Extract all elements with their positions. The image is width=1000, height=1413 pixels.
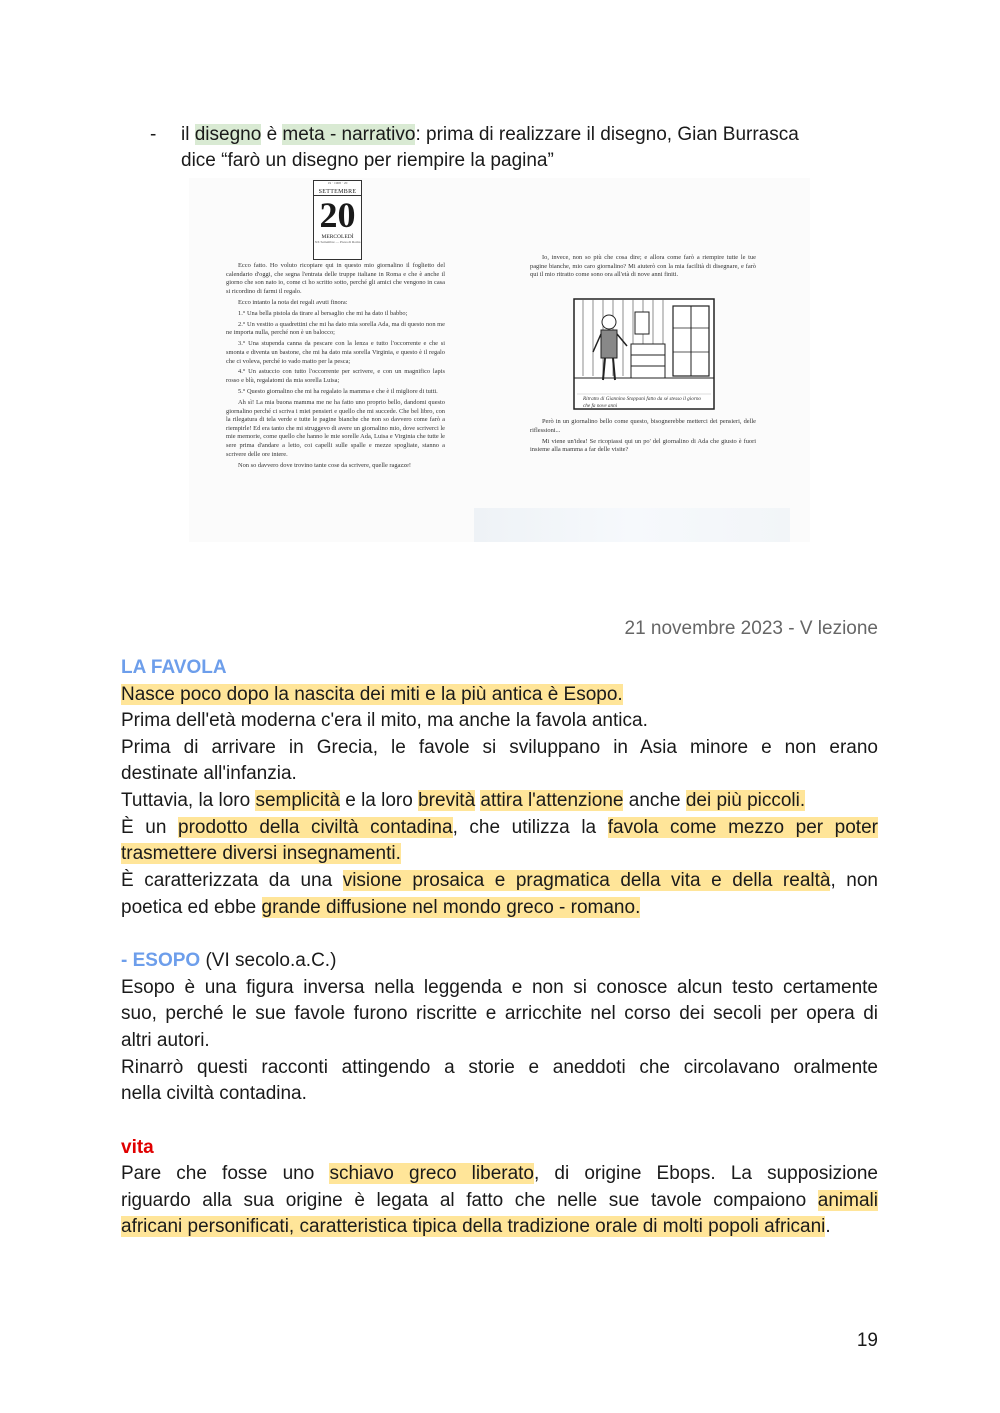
text-run: Tuttavia, la loro: [121, 790, 256, 811]
scan-paragraph: Ah sì! La mia buona mamma me ne ha fatto uno proprio bello, dandomi questo giornalino perché ci scriva i miei pensieri e quello che mi succede. Che bel libro, con la rilegatura di tela verde e tutte le pagine bianche che non so davvero come farò a riempirle! Ed era tanto che mi struggevo di avere un giornalino mio, dove scriverci le mie memorie, come quello che hanno le mie sorelle Ada, Luisa e Virginia che tutte le sere prima d'andare a letto, coi capelli sulle spalle e mezze spogliate, stanno a scrivere delle ore intere.: [226, 399, 445, 458]
favola-line: [121, 815, 878, 842]
text-run: riguardo alla sua origine è legata al fatto che nelle sue tavole compaiono: [121, 1190, 818, 1211]
text-run: anche: [623, 790, 686, 811]
esopo-line: Rinarrò questi racconti attingendo a storie e aneddoti che circolavano oralmente: [121, 1057, 878, 1078]
scan-right-top: Io, invece, non so più che cosa dire; e allora come farò a riempire tutte le tue pagine bianche, mio caro giornalino? Mi aiuterò con la mia facilità di disegnare, e farò qui il mio ritratto come sono ora all'età di nove anni finiti.: [530, 254, 756, 279]
favola-line: [121, 868, 878, 895]
calendar-leaf: [313, 180, 362, 260]
bullet-line-1: [181, 122, 799, 149]
text-run: , non: [830, 870, 878, 891]
favola-line: [121, 682, 878, 709]
text-run: È un: [121, 817, 178, 838]
scan-paragraph: 5.° Questo giornalino che mi ha regalato la mamma e che è il migliore di tutti.: [238, 388, 438, 396]
text-run: poetica ed ebbe: [121, 897, 262, 918]
esopo-dates: (VI secolo.a.C.): [200, 950, 337, 971]
scan-paragraph: Però in un giornalino bello come questo, bisognerebbe metterci dei pensieri, delle riflessioni...: [530, 418, 756, 434]
text-run: il: [181, 124, 195, 145]
highlight-yellow: dei più piccoli.: [685, 790, 806, 811]
scan-paragraph: 4.° Un astuccio con tutto l'occorrente per scrivere, e con un magnifico lapis rosso e blù, regalatomi da mia sorella Luisa;: [226, 368, 445, 385]
calendar-day: 20: [319, 194, 356, 235]
bullet-line-2: dice “farò un disegno per riempire la pagina”: [181, 150, 554, 171]
favola-line: [121, 895, 878, 922]
favola-line: Prima di arrivare in Grecia, le favole si sviluppano in Asia minore e non erano: [121, 737, 878, 758]
scan-paragraph: Non so davvero dove trovino tante cose da scrivere, quelle ragazze!: [238, 461, 412, 469]
scan-paragraph: 2.° Un vestito a quadrettini che mi ha dato mia sorella Ada, ma di questo non me ne importa nulla, perché non è un balocco;: [226, 320, 445, 337]
section-heading-favola: LA FAVOLA: [121, 657, 227, 678]
text-run: : prima di realizzare il disegno, Gian Burrasca: [415, 124, 799, 145]
highlight-yellow: visione prosaica e pragmatica della vita e della realtà: [342, 870, 831, 891]
highlight-green: meta - narrativo: [282, 124, 416, 145]
text-run: e la loro: [339, 790, 419, 811]
esopo-heading: - ESOPO: [121, 950, 201, 971]
text-run: .: [825, 1216, 831, 1237]
section-heading-esopo: [121, 948, 878, 975]
scan-right-bottom: [530, 418, 756, 457]
highlight-yellow: grande diffusione nel mondo greco - romano.: [261, 897, 641, 918]
highlight-yellow: trasmettere diversi insegnamenti.: [121, 843, 401, 864]
highlight-yellow: favola come mezzo per poter: [607, 817, 878, 838]
text-run: , di origine Ebops. La supposizione: [534, 1163, 878, 1184]
vita-line: [121, 1161, 878, 1188]
text-run: È caratterizzata da una: [121, 870, 343, 891]
scan-faded-area: [474, 508, 790, 542]
bullet-dash: -: [150, 124, 157, 145]
scan-paragraph: Ecco intanto la nota dei regali avuti finora:: [238, 298, 348, 306]
scan-left-column: [226, 262, 445, 473]
favola-line: destinate all'infanzia.: [121, 763, 297, 784]
boy-self-portrait-drawing: [573, 298, 715, 410]
vita-line: [121, 1188, 878, 1215]
calendar-footer: XX Settembre — Presa di Roma: [314, 239, 361, 244]
vita-line: [121, 1214, 878, 1241]
highlight-yellow: semplicità: [255, 790, 340, 811]
scan-paragraph: 1.° Una bella pistola da tirare al bersaglio che mi ha dato il babbo;: [238, 309, 408, 317]
lesson-date: 21 novembre 2023 - V lezione: [624, 618, 878, 639]
favola-line: Prima dell'età moderna c'era il mito, ma anche la favola antica.: [121, 710, 648, 731]
highlight-yellow: animali: [817, 1190, 878, 1211]
highlight-yellow: africani personificati, caratteristica tipica della tradizione orale di molti popoli africani: [121, 1216, 826, 1237]
highlight-yellow: Nasce poco dopo la nascita dei miti e la più antica è Esopo.: [121, 684, 623, 705]
text-run: è: [261, 124, 283, 145]
highlight-yellow: attira l'attenzione: [480, 790, 624, 811]
calendar-weekday: MERCOLEDÌ: [321, 233, 354, 240]
scan-paragraph: 3.° Una stupenda canna da pescare con la lenza e tutto l'occorrente e che si smonta e diventa un bastone, che mi ha dato mia sorella Virginia, e questo è il regalo che ci voleva, perché io vado matto per la pesca;: [226, 340, 445, 365]
esopo-line: nella civiltà contadina.: [121, 1083, 307, 1104]
page-number: 19: [856, 1330, 878, 1351]
scan-paragraph: Mi viene un'idea! Se ricopiassi qui un po' del giornalino di Ada che giusto è fuori insieme alla mamma a far delle visite?: [530, 437, 756, 454]
text-run: Pare che fosse uno: [121, 1163, 330, 1184]
highlight-green: disegno: [194, 124, 262, 145]
esopo-line: Esopo è una figura inversa nella leggenda e non si conosce alcun testo certamente: [121, 977, 878, 998]
section-heading-vita: vita: [121, 1137, 154, 1158]
highlight-yellow: schiavo greco liberato: [329, 1163, 534, 1184]
book-scan-image: [189, 178, 810, 542]
favola-line: [121, 788, 878, 815]
highlight-yellow: prodotto della civiltà contadina: [178, 817, 453, 838]
calendar-month: SETTEMBRE: [314, 189, 361, 196]
scan-paragraph: Ecco fatto. Ho voluto ricopiare qui in questo mio giornalino il foglietto del calendario d'oggi, che segna l'entrata delle truppe italiane in Roma e che è anche il giorno che son nato io, come ci ho scritto sotto, perché gli amici che vengono in casa si ricordino di farmi il regalo.: [226, 262, 445, 295]
esopo-line: suo, perché le sue favole furono riscritte e arricchite nel corso dei secoli per opera di: [121, 1003, 878, 1024]
esopo-line: altri autori.: [121, 1030, 210, 1051]
favola-line: [121, 841, 878, 868]
text-run: , che utilizza la: [452, 817, 608, 838]
drawing-caption: Ritratto di Giannino Stoppani fatto da sé stesso il giorno che fa nove anni: [583, 396, 702, 409]
highlight-yellow: brevità: [418, 790, 476, 811]
calendar-top: 19 · 1908 · 20: [327, 181, 348, 185]
